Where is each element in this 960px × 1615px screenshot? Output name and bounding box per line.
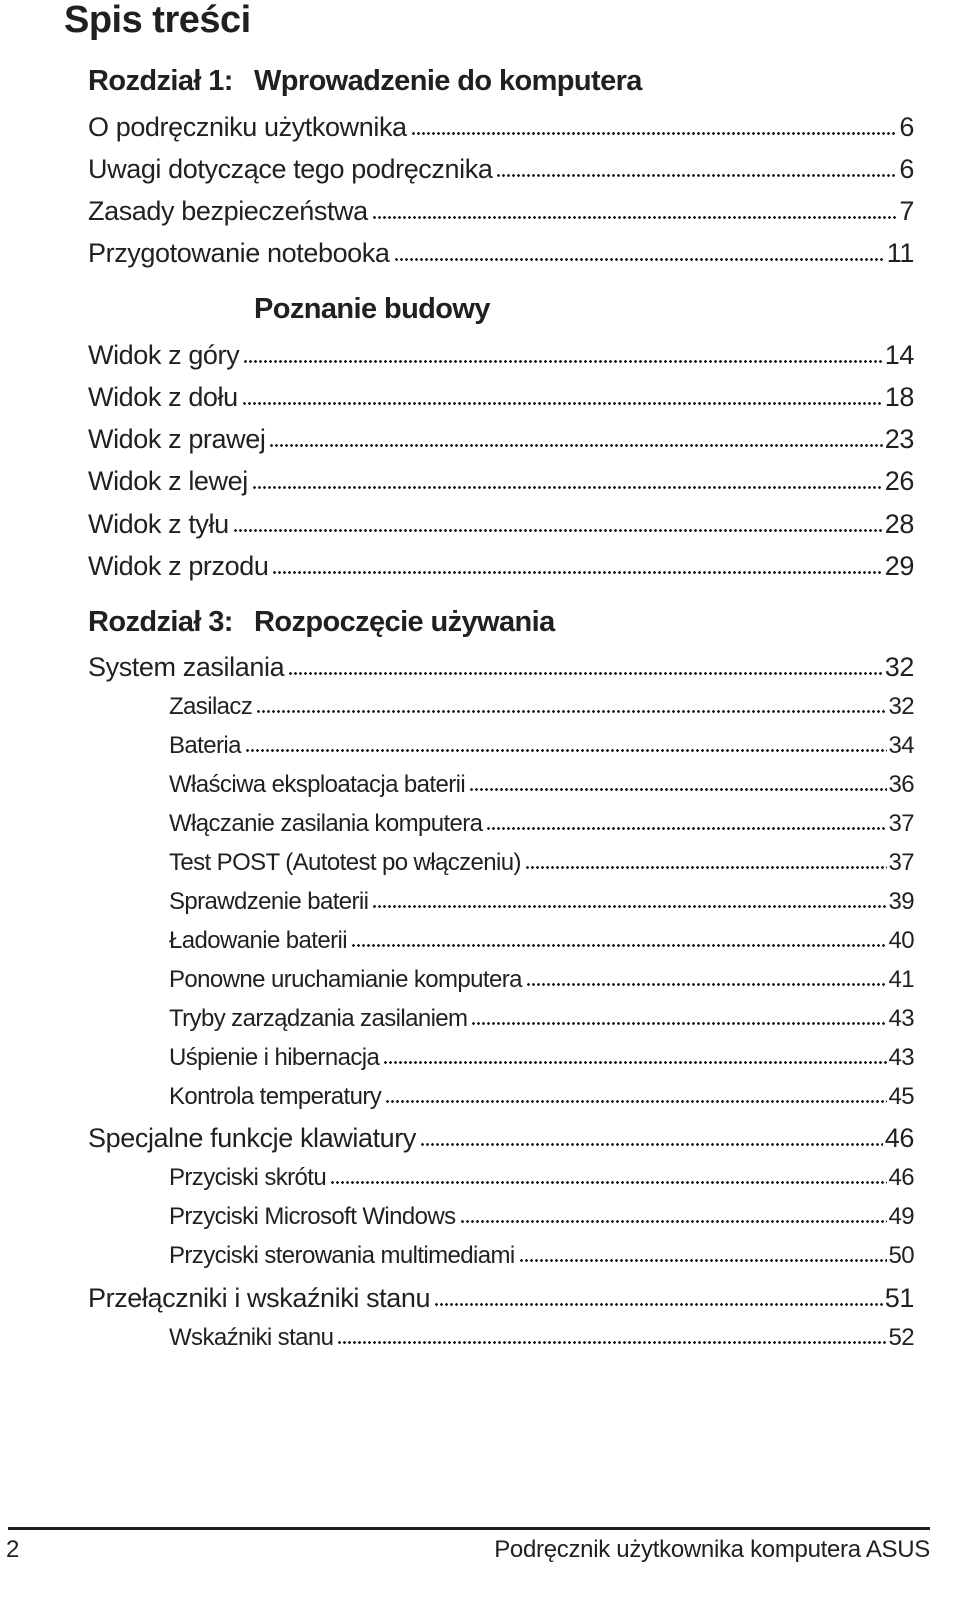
toc-entry-page: 51 (884, 1283, 914, 1313)
toc-entry-page: 45 (888, 1083, 914, 1110)
toc-subentry[interactable] (169, 731, 914, 761)
leader-dots (243, 360, 883, 363)
leader-dots (526, 983, 887, 986)
toc-entry-page: 23 (884, 424, 914, 454)
toc-entry-label: Ładowanie baterii (169, 927, 347, 954)
leader-dots (233, 529, 883, 532)
toc-entry-page: 43 (888, 1005, 914, 1032)
toc-entry-page: 52 (888, 1324, 914, 1351)
toc-entry-label: Test POST (Autotest po włączeniu) (169, 849, 521, 876)
chapter-heading-1 (88, 63, 642, 99)
toc-entry-page: 29 (884, 551, 914, 581)
footer-page-number: 2 (6, 1536, 20, 1563)
leader-dots (337, 1341, 886, 1344)
toc-subentry[interactable] (169, 848, 914, 878)
toc-entry[interactable] (88, 464, 914, 498)
leader-dots (330, 1181, 886, 1184)
toc-entry-label: Przygotowanie notebooka (88, 238, 390, 268)
toc-subentry[interactable] (169, 926, 914, 956)
toc-entry-label: Widok z tyłu (88, 509, 229, 539)
toc-entry-page: 14 (884, 340, 914, 370)
toc-entry[interactable] (88, 236, 914, 270)
toc-subentry[interactable] (169, 1323, 914, 1353)
leader-dots (519, 1259, 887, 1262)
leader-dots (288, 672, 883, 675)
toc-subentry[interactable] (169, 809, 914, 839)
toc-entry-page: 7 (899, 196, 914, 226)
toc-entry-label: Wskaźniki stanu (169, 1324, 334, 1351)
toc-entry-page: 32 (888, 693, 914, 720)
toc-entry-page: 40 (888, 927, 914, 954)
chapter-title: Poznanie budowy (254, 293, 490, 325)
leader-dots (411, 132, 898, 135)
leader-dots (434, 1303, 883, 1306)
toc-entry-page: 28 (884, 509, 914, 539)
toc-entry-label: Kontrola temperatury (169, 1083, 382, 1110)
toc-entry-label: Włączanie zasilania komputera (169, 810, 483, 837)
toc-entry-label: O podręczniku użytkownika (88, 112, 407, 142)
toc-entry-page: 43 (888, 1044, 914, 1071)
leader-dots (372, 216, 898, 219)
toc-entry-label: Widok z prawej (88, 424, 266, 454)
leader-dots (272, 571, 882, 574)
leader-dots (525, 866, 887, 869)
toc-entry-label: Sprawdzenie baterii (169, 888, 369, 915)
leader-dots (372, 905, 886, 908)
toc-subentry[interactable] (169, 1163, 914, 1193)
toc-entry-label: Widok z dołu (88, 382, 238, 412)
toc-entry[interactable] (88, 507, 914, 541)
toc-subentry[interactable] (169, 1082, 914, 1112)
chapter-title: Rozpoczęcie używania (254, 606, 555, 638)
toc-entry-label: Przyciski sterowania multimediami (169, 1242, 515, 1269)
toc-entry[interactable] (88, 152, 914, 186)
toc-entry-page: 37 (888, 810, 914, 837)
leader-dots (469, 788, 886, 791)
toc-entry[interactable] (88, 380, 914, 414)
toc-entry-label: Uśpienie i hibernacja (169, 1044, 380, 1071)
toc-entry[interactable] (88, 338, 914, 372)
toc-entry-label: Widok z lewej (88, 466, 248, 496)
toc-entry-label: Specjalne funkcje klawiatury (88, 1123, 416, 1153)
toc-entry-page: 41 (888, 966, 914, 993)
toc-subentry[interactable] (169, 1241, 914, 1271)
toc-entry-page: 26 (884, 466, 914, 496)
toc-subentry[interactable] (169, 965, 914, 995)
toc-entry[interactable] (88, 1281, 914, 1315)
toc-entry-page: 32 (884, 652, 914, 682)
toc-entry-label: Widok z góry (88, 340, 240, 370)
leader-dots (471, 1022, 886, 1025)
toc-entry-page: 37 (888, 849, 914, 876)
toc-entry[interactable] (88, 1121, 914, 1155)
toc-subentry[interactable] (169, 1004, 914, 1034)
toc-entry-page: 11 (886, 238, 914, 268)
toc-entry-page: 46 (888, 1164, 914, 1191)
toc-entry[interactable] (88, 110, 914, 144)
toc-entry-page: 36 (888, 771, 914, 798)
chapter-number: Rozdział 1: (88, 65, 233, 97)
toc-subentry[interactable] (169, 692, 914, 722)
chapter-title: Wprowadzenie do komputera (254, 65, 642, 97)
leader-dots (496, 174, 897, 177)
toc-entry[interactable] (88, 549, 914, 583)
leader-dots (245, 749, 887, 752)
toc-subentry[interactable] (169, 1202, 914, 1232)
toc-entry[interactable] (88, 650, 914, 684)
toc-entry-page: 34 (888, 732, 914, 759)
leader-dots (420, 1143, 883, 1146)
toc-entry-label: Przyciski skrótu (169, 1164, 327, 1191)
toc-entry-label: Uwagi dotyczące tego podręcznika (88, 154, 493, 184)
leader-dots (486, 827, 886, 830)
toc-entry-label: System zasilania (88, 652, 285, 682)
toc-entry-page: 18 (884, 382, 914, 412)
toc-entry-page: 49 (888, 1203, 914, 1230)
toc-entry-label: Zasilacz (169, 693, 253, 720)
toc-subentry[interactable] (169, 887, 914, 917)
toc-entry-label: Bateria (169, 732, 241, 759)
toc-entry-page: 50 (888, 1242, 914, 1269)
toc-entry[interactable] (88, 194, 914, 228)
toc-entry-label: Właściwa eksploatacja baterii (169, 771, 466, 798)
footer-divider (8, 1527, 930, 1530)
toc-subentry[interactable] (169, 1043, 914, 1073)
footer-title: Podręcznik użytkownika komputera ASUS (494, 1536, 930, 1563)
toc-entry-label: Widok z przodu (88, 551, 269, 581)
leader-dots (460, 1220, 887, 1223)
toc-entry-label: Przełączniki i wskaźniki stanu (88, 1283, 431, 1313)
toc-entry[interactable] (88, 422, 914, 456)
leader-dots (252, 486, 883, 489)
leader-dots (394, 258, 885, 261)
leader-dots (242, 402, 883, 405)
toc-entry-label: Ponowne uruchamianie komputera (169, 966, 522, 993)
toc-entry-page: 39 (888, 888, 914, 915)
toc-entry-page: 46 (884, 1123, 914, 1153)
leader-dots (383, 1061, 886, 1064)
toc-entry-label: Przyciski Microsoft Windows (169, 1203, 456, 1230)
toc-entry-label: Zasady bezpieczeństwa (88, 196, 368, 226)
chapter-number: Rozdział 3: (88, 606, 233, 638)
toc-entry-page: 6 (899, 154, 914, 184)
leader-dots (385, 1100, 886, 1103)
leader-dots (269, 444, 882, 447)
leader-dots (256, 710, 886, 713)
page-title: Spis treści (64, 0, 251, 41)
toc-entry-page: 6 (899, 112, 914, 142)
chapter-heading-2 (254, 291, 490, 327)
chapter-heading-3 (88, 604, 555, 640)
leader-dots (351, 944, 887, 947)
toc-subentry[interactable] (169, 770, 914, 800)
toc-entry-label: Tryby zarządzania zasilaniem (169, 1005, 468, 1032)
